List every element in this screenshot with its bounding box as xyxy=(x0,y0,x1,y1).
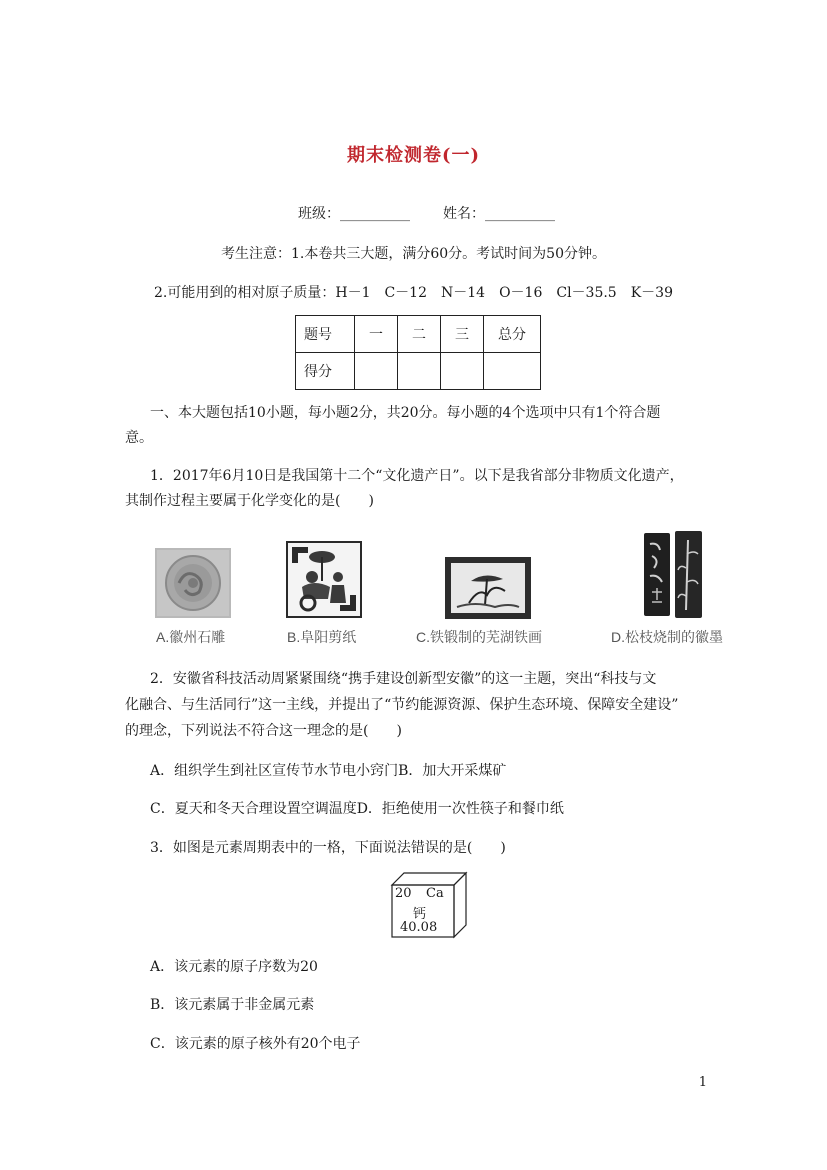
score-header-cell: 一 xyxy=(355,316,398,353)
score-row-label: 得分 xyxy=(296,353,355,390)
q3-line-1: 3．如图是元素周期表中的一格，下面说法错误的是( ) xyxy=(150,840,506,856)
q1-line-1: 1．2017年6月10日是我国第十二个“文化遗产日”。以下是我省部分非物质文化遗产， xyxy=(150,468,684,484)
element-number: 20 xyxy=(395,886,412,901)
score-cell xyxy=(441,353,484,390)
score-cell xyxy=(484,353,541,390)
score-header-cell: 题号 xyxy=(296,316,355,353)
q3-option-c: C．该元素的原子核外有20个电子 xyxy=(150,1036,361,1052)
stone-carving-image xyxy=(155,548,231,618)
page-title: 期末检测卷(一) xyxy=(346,145,481,166)
class-field: 班级：__________ xyxy=(298,206,410,222)
element-symbol: Ca xyxy=(426,886,444,901)
q1-line-2: 其制作过程主要属于化学变化的是( ) xyxy=(125,493,374,509)
notice-line-1: 考生注意：1.本卷共三大题，满分60分。考试时间为50分钟。 xyxy=(221,246,606,262)
name-field: 姓名：__________ xyxy=(443,206,555,222)
option-c-caption: C.铁锻制的芜湖铁画 xyxy=(416,629,542,645)
paper-cut-image xyxy=(286,541,362,618)
score-table-header-row xyxy=(296,316,541,353)
score-cell xyxy=(355,353,398,390)
q3-option-b: B．该元素属于非金属元素 xyxy=(150,997,315,1013)
q2-line-2: 化融合、与生活同行”这一主线，并提出了“节约能源资源、保护生态环境、保障安全建设” xyxy=(125,697,679,713)
page-number: 1 xyxy=(698,1075,707,1090)
option-b-caption: B.阜阳剪纸 xyxy=(287,629,357,645)
iron-painting-image xyxy=(445,557,531,619)
score-header-cell: 三 xyxy=(441,316,484,353)
section1-line-2: 意。 xyxy=(125,430,153,446)
option-a-caption: A.徽州石雕 xyxy=(156,629,226,645)
element-mass: 40.08 xyxy=(400,920,438,935)
element-name: 钙 xyxy=(413,907,427,922)
score-header-cell: 总分 xyxy=(484,316,541,353)
score-table xyxy=(295,315,541,390)
q2-line-1: 2．安徽省科技活动周紧紧围绕“携手建设创新型安徽”的这一主题，突出“科技与文 xyxy=(150,671,657,687)
score-table-row xyxy=(296,353,541,390)
section1-line-1: 一、本大题包括10小题，每小题2分，共20分。每小题的4个选项中只有1个符合题 xyxy=(150,405,661,421)
q3-option-a: A．该元素的原子序数为20 xyxy=(150,959,318,975)
q2-line-3: 的理念，下列说法不符合这一理念的是( ) xyxy=(125,723,402,739)
q2-options-ab: A．组织学生到社区宣传节水节电小窍门B．加大开采煤矿 xyxy=(150,763,507,779)
ink-stick-image xyxy=(640,530,706,619)
option-d-caption: D.松枝烧制的徽墨 xyxy=(611,629,723,645)
score-cell xyxy=(398,353,441,390)
q2-options-cd: C．夏天和冬天合理设置空调温度D．拒绝使用一次性筷子和餐巾纸 xyxy=(150,801,564,817)
notice-line-2: 2.可能用到的相对原子质量：H－1 C－12 N－14 O－16 Cl－35.5 K－39 xyxy=(154,285,673,301)
score-header-cell: 二 xyxy=(398,316,441,353)
